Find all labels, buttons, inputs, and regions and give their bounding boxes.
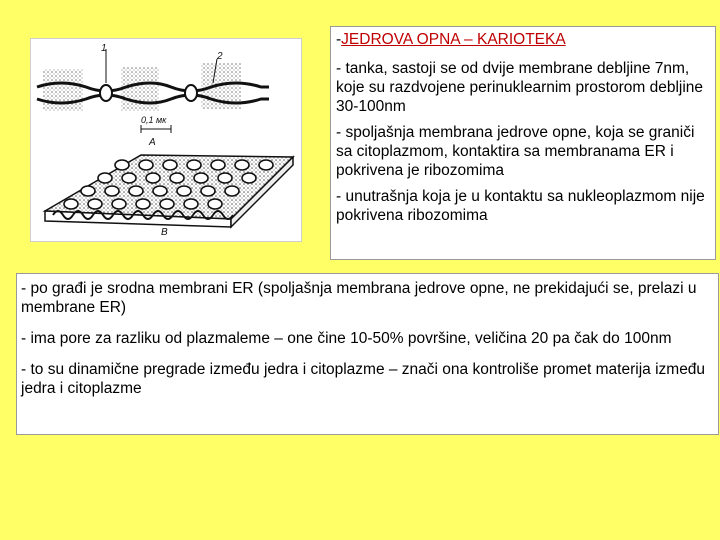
nuclear-envelope-drawing bbox=[31, 39, 301, 241]
pore-mark bbox=[136, 199, 150, 209]
pore-mark bbox=[235, 160, 249, 170]
karioteka-properties-box bbox=[16, 273, 719, 435]
label-2: 2 bbox=[217, 51, 223, 62]
pore-mark bbox=[115, 160, 129, 170]
pore-mark bbox=[129, 186, 143, 196]
pore-mark bbox=[211, 160, 225, 170]
label-b: В bbox=[161, 227, 168, 238]
pore-mark bbox=[153, 186, 167, 196]
pore-mark bbox=[64, 199, 78, 209]
pore-mark bbox=[242, 173, 256, 183]
pore-mark bbox=[225, 186, 239, 196]
paragraph-inner-membrane: - unutrašnja koja je u kontaktu sa nukleoplazmom nije pokrivena ribozomima bbox=[336, 188, 705, 224]
paragraph-pores: - ima pore za razliku od plazmaleme – one čine 10-50% površine, veličina 20 pa čak do 100nm bbox=[21, 330, 672, 347]
label-1: 1 bbox=[101, 43, 107, 54]
paragraph-outer-membrane: - spoljašnja membrana jedrove opne, koja se graniči sa citoplazmom, kontaktira sa membranama ER i pokrivena je ribozomima bbox=[336, 124, 695, 179]
pore-mark bbox=[139, 160, 153, 170]
label-a: А bbox=[149, 137, 156, 148]
pore-mark bbox=[81, 186, 95, 196]
pore-mark bbox=[170, 173, 184, 183]
pore-mark bbox=[98, 173, 112, 183]
title-dash: - bbox=[336, 31, 342, 48]
pore-mark bbox=[259, 160, 273, 170]
section-title bbox=[336, 30, 711, 49]
paragraph-dynamic-barrier: - to su dinamične pregrade između jedra i citoplazme – znači ona kontroliše promet materija između jedra i citoplazme bbox=[21, 361, 706, 397]
pore-mark bbox=[184, 199, 198, 209]
pore-mark bbox=[187, 160, 201, 170]
pore-mark bbox=[163, 160, 177, 170]
pore-mark bbox=[160, 199, 174, 209]
pore-mark bbox=[218, 173, 232, 183]
paragraph-er-relation: - po građi je srodna membrani ER (spoljašnja membrana jedrove opne, ne prekidajući se, prelazi u membrane ER) bbox=[21, 280, 697, 316]
pore-mark bbox=[208, 199, 222, 209]
pore-mark bbox=[105, 186, 119, 196]
pore-mark bbox=[112, 199, 126, 209]
paragraph-structure: - tanka, sastoji se od dvije membrane debljine 7nm, koje su razdvojene perinuklearnim prostorom debljine 30-100nm bbox=[336, 60, 704, 115]
karioteka-description-box bbox=[330, 26, 716, 260]
pore-mark bbox=[201, 186, 215, 196]
pore-mark bbox=[146, 173, 160, 183]
pore-mark bbox=[177, 186, 191, 196]
pore-mark bbox=[122, 173, 136, 183]
nuclear-envelope-diagram bbox=[30, 38, 302, 242]
title-text: JEDROVA OPNA – KARIOTEKA bbox=[341, 31, 566, 48]
perspective-panel bbox=[45, 155, 293, 227]
scale-label: 0,1 мк bbox=[141, 115, 167, 125]
pore-mark bbox=[88, 199, 102, 209]
pore-mark bbox=[194, 173, 208, 183]
